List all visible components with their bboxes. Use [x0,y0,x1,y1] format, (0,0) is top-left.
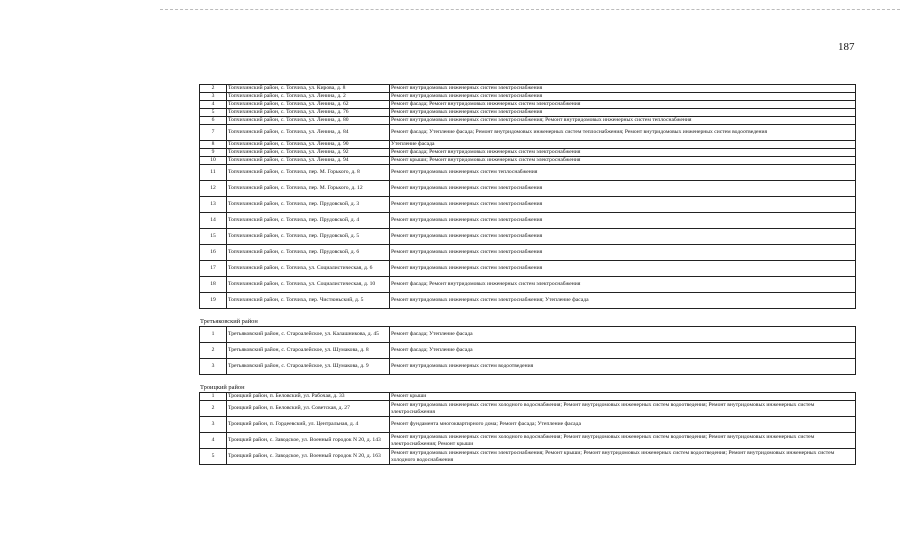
table-row [200,327,856,343]
address-cell: Троицкий район, с. Заводское, ул. Военный городок N 20, д. 163 [227,449,390,465]
table-row [200,343,856,359]
document-body [199,84,856,465]
district-heading: Третьяковский район [200,318,258,325]
work-cell: Утепление фасада [390,141,856,149]
table-row [200,293,856,309]
work-cell: Ремонт фасада; Ремонт внутридомовых инженерных систем электроснабжения [390,149,856,157]
table-row [200,277,856,293]
row-number: 18 [200,277,227,293]
table-row [200,85,856,93]
address-cell: Топчихинский район, с. Топчиха, ул. Ленина, д. 84 [227,125,390,141]
row-number: 10 [200,157,227,165]
address-cell: Третьяковский район, с. Староалейское, ул. Калашникова, д. 45 [227,327,390,343]
table-row [200,449,856,465]
address-cell: Топчихинский район, с. Топчиха, пер. М. Горького, д. 8 [227,165,390,181]
address-cell: Топчихинский район, с. Топчиха, ул. Ленина, д. 92 [227,149,390,157]
table-row [200,245,856,261]
work-cell: Ремонт фасада; Ремонт внутридомовых инженерных систем электроснабжения [390,277,856,293]
row-number: 3 [200,417,227,433]
repair-table [199,84,856,309]
row-number: 16 [200,245,227,261]
address-cell: Топчихинский район, с. Топчиха, ул. Ленина, д. 80 [227,117,390,125]
address-cell: Топчихинский район, с. Топчиха, пер. М. Горького, д. 12 [227,181,390,197]
address-cell: Топчихинский район, с. Топчиха, ул. Социалистическая, д. 10 [227,277,390,293]
address-cell: Топчихинский район, с. Топчиха, ул. Ленина, д. 94 [227,157,390,165]
work-cell: Ремонт фасада; Ремонт внутридомовых инженерных систем электроснабжения [390,101,856,109]
work-cell: Ремонт внутридомовых инженерных систем электроснабжения [390,181,856,197]
page-number: 187 [838,41,855,53]
work-cell: Ремонт внутридомовых инженерных систем электроснабжения [390,261,856,277]
row-number: 17 [200,261,227,277]
work-cell: Ремонт фасада; Утепление фасада [390,343,856,359]
table-row [200,401,856,417]
work-cell: Ремонт внутридомовых инженерных систем холодного водоснабжения; Ремонт внутридомовых инженерных систем водоотведения; Ремонт внутридомовых инженерных систем электроснабжения [390,401,856,417]
work-cell: Ремонт внутридомовых инженерных систем электроснабжения [390,245,856,261]
top-rule [160,9,900,10]
table-row [200,433,856,449]
row-number: 5 [200,109,227,117]
address-cell: Троицкий район, с. Заводское, ул. Военный городок N 20, д. 143 [227,433,390,449]
row-number: 8 [200,141,227,149]
row-number: 5 [200,449,227,465]
address-cell: Троицкий район, п. Беловский, ул. Советская, д. 27 [227,401,390,417]
address-cell: Топчихинский район, с. Топчиха, ул. Ленина, д. 76 [227,109,390,117]
row-number: 6 [200,117,227,125]
work-cell: Ремонт внутридомовых инженерных систем холодного водоснабжения; Ремонт внутридомовых инженерных систем водоотведения; Ремонт внутридомовых инженерных систем электроснабжения; Ремонт крыши [390,433,856,449]
table-row [200,165,856,181]
work-cell: Ремонт фасада; Утепление фасада; Ремонт внутридомовых инженерных систем теплоснабжения; Ремонт внутридомовых инженерных систем водоотведения [390,125,856,141]
work-cell: Ремонт внутридомовых инженерных систем электроснабжения; Ремонт внутридомовых инженерных систем теплоснабжения [390,117,856,125]
address-cell: Третьяковский район, с. Староалейское, ул. Шумакова, д. 9 [227,359,390,375]
address-cell: Топчихинский район, с. Топчиха, пер. Прудовской, д. 3 [227,197,390,213]
repair-table [199,326,856,375]
work-cell: Ремонт внутридомовых инженерных систем водоотведения [390,359,856,375]
table-row [200,229,856,245]
address-cell: Топчихинский район, с. Топчиха, пер. Прудовской, д. 6 [227,245,390,261]
table-row [200,181,856,197]
work-cell: Ремонт крыши; Ремонт внутридомовых инженерных систем электроснабжения [390,157,856,165]
work-cell: Ремонт внутридомовых инженерных систем электроснабжения [390,109,856,117]
work-cell: Ремонт внутридомовых инженерных систем электроснабжения [390,229,856,245]
district-heading: Троицкий район [200,384,245,391]
row-number: 12 [200,181,227,197]
work-cell: Ремонт внутридомовых инженерных систем электроснабжения; Утепление фасада [390,293,856,309]
table-row [200,149,856,157]
row-number: 3 [200,359,227,375]
row-number: 4 [200,433,227,449]
table-row [200,417,856,433]
row-number: 19 [200,293,227,309]
row-number: 4 [200,101,227,109]
table-row [200,109,856,117]
table-row [200,261,856,277]
table-row [200,157,856,165]
work-cell: Ремонт внутридомовых инженерных систем электроснабжения; Ремонт крыши; Ремонт внутридомовых инженерных систем водоотведения; Ремонт внутридомовых инженерных систем холодного водоснабжения [390,449,856,465]
address-cell: Троицкий район, п. Гордеевский, ул. Центральная, д. 4 [227,417,390,433]
address-cell: Топчихинский район, с. Топчиха, пер. Прудовской, д. 4 [227,213,390,229]
address-cell: Топчихинский район, с. Топчиха, ул. Ленина, д. 90 [227,141,390,149]
row-number: 1 [200,393,227,401]
row-number: 14 [200,213,227,229]
row-number: 3 [200,93,227,101]
address-cell: Топчихинский район, с. Топчиха, ул. Социалистическая, д. 6 [227,261,390,277]
table-row [200,393,856,401]
work-cell: Ремонт внутридомовых инженерных систем электроснабжения [390,93,856,101]
work-cell: Ремонт фасада; Утепление фасада [390,327,856,343]
work-cell: Ремонт внутридомовых инженерных систем теплоснабжения [390,165,856,181]
repair-table [199,392,856,465]
address-cell: Топчихинский район, с. Топчиха, ул. Ленина, д. 62 [227,101,390,109]
row-number: 2 [200,343,227,359]
table-row [200,117,856,125]
work-cell: Ремонт крыши [390,393,856,401]
row-number: 7 [200,125,227,141]
work-cell: Ремонт фундамента многоквартирного дома; Ремонт фасада; Утепление фасада [390,417,856,433]
row-number: 2 [200,85,227,93]
address-cell: Топчихинский район, с. Топчиха, пер. Прудовской, д. 5 [227,229,390,245]
table-row [200,125,856,141]
row-number: 15 [200,229,227,245]
table-row [200,213,856,229]
row-number: 9 [200,149,227,157]
table-row [200,141,856,149]
address-cell: Топчихинский район, с. Топчиха, ул. Ленина, д. 2 [227,93,390,101]
address-cell: Топчихинский район, с. Топчиха, ул. Кирова, д. 8 [227,85,390,93]
table-row [200,359,856,375]
address-cell: Топчихинский район, с. Топчиха, пер. Чистюньский, д. 5 [227,293,390,309]
table-row [200,197,856,213]
row-number: 11 [200,165,227,181]
address-cell: Третьяковский район, с. Староалейское, ул. Шумакова, д. 8 [227,343,390,359]
work-cell: Ремонт внутридомовых инженерных систем электроснабжения [390,197,856,213]
row-number: 2 [200,401,227,417]
work-cell: Ремонт внутридомовых инженерных систем электроснабжения [390,85,856,93]
work-cell: Ремонт внутридомовых инженерных систем электроснабжения [390,213,856,229]
address-cell: Троицкий район, п. Беловский, ул. Рабочая, д. 33 [227,393,390,401]
table-row [200,101,856,109]
row-number: 1 [200,327,227,343]
row-number: 13 [200,197,227,213]
table-row [200,93,856,101]
